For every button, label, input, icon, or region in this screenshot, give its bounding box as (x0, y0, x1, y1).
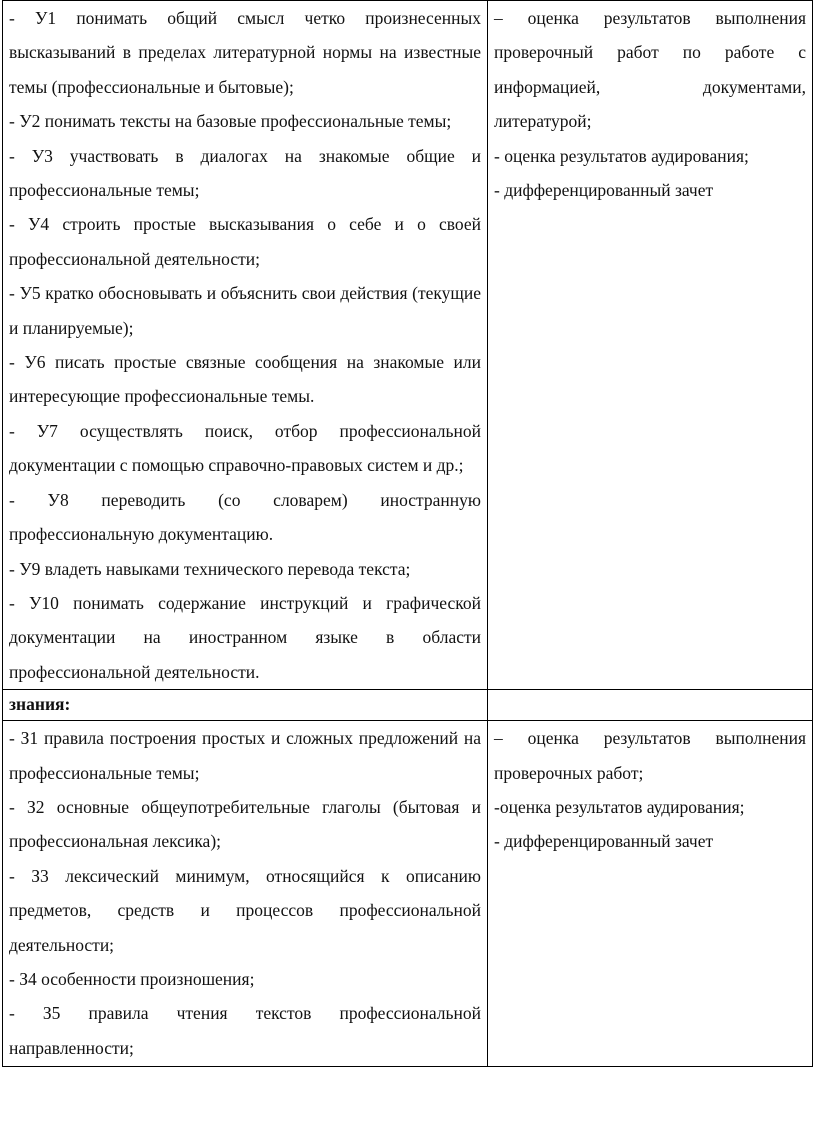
assessment-item: – оценка результатов выполнения проверочный работ по работе с информацией, документами, литературой; (494, 8, 806, 132)
skill-item: - У2 понимать тексты на базовые профессиональные темы; (9, 111, 452, 132)
assessment-item: - оценка результатов аудирования; (494, 145, 749, 166)
skill-item: - У7 осуществлять поиск, отбор профессиональной документации с помощью справочно-правовых систем и др.; (9, 420, 481, 476)
knowledge-cell (3, 721, 488, 1067)
skill-item: - У3 участвовать в диалогах на знакомые общие и профессиональные темы; (9, 145, 481, 201)
knowledge-item: - З4 особенности произношения; (9, 968, 255, 989)
skill-item: - У5 кратко обосновывать и объяснить свои действия (текущие и планируемые); (9, 283, 481, 338)
skill-item: - У9 владеть навыками технического перевода текста; (9, 558, 411, 579)
empty-cell (488, 690, 813, 721)
assessment-item: – оценка результатов выполнения проверочных работ; (494, 728, 806, 783)
knowledge-item: - З3 лексический минимум, относящийся к описанию предметов, средств и процессов профессиональной деятельности; (9, 865, 481, 955)
skills-cell (3, 1, 488, 690)
assessment-item: - дифференцированный зачет (494, 180, 714, 201)
results-table (2, 0, 813, 1067)
assessment-item: -оценка результатов аудирования; (494, 796, 745, 817)
knowledge-item: - З5 правила чтения текстов профессиональной направленности; (9, 1003, 481, 1058)
knowledge-heading: знания: (9, 694, 71, 715)
knowledge-heading-row (3, 690, 813, 721)
skills-assessment-cell (488, 1, 813, 690)
skill-item: - У1 понимать общий смысл четко произнесенных высказываний в пределах литературной нормы на известные темы (профессиональные и бытовые); (9, 8, 481, 97)
skill-item: - У10 понимать содержание инструкций и графической документации на иностранном языке в области профессиональной деятельности. (9, 592, 481, 682)
skill-item: - У6 писать простые связные сообщения на знакомые или интересующие профессиональные темы. (9, 352, 481, 407)
assessment-item: - дифференцированный зачет (494, 831, 714, 852)
knowledge-item: - З2 основные общеупотребительные глаголы (бытовая и профессиональная лексика); (9, 796, 481, 852)
knowledge-item: - З1 правила построения простых и сложных предложений на профессиональные темы; (9, 728, 481, 783)
knowledge-assessment-cell (488, 721, 813, 1067)
skill-item: - У4 строить простые высказывания о себе и о своей профессиональной деятельности; (9, 214, 481, 269)
knowledge-row (3, 721, 813, 1067)
skills-row (3, 1, 813, 690)
knowledge-heading-cell (3, 690, 488, 721)
skill-item: - У8 переводить (со словарем) иностранную профессиональную документацию. (9, 489, 481, 545)
